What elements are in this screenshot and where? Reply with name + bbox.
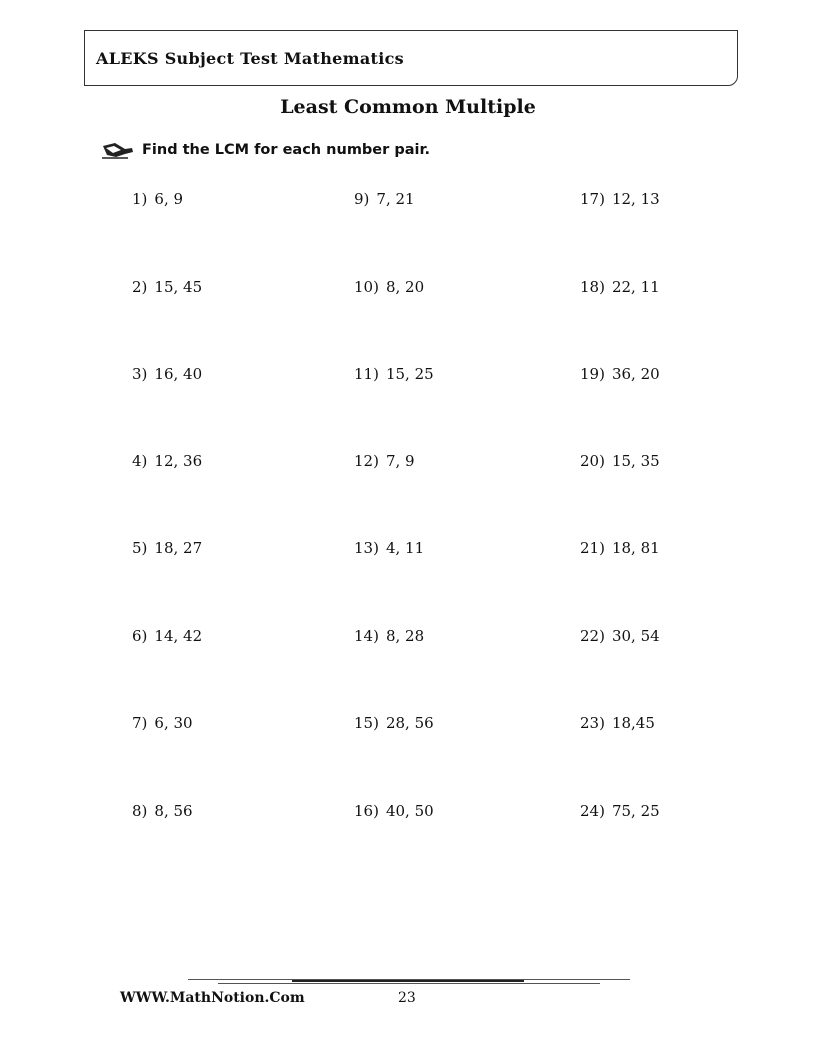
problem-item — [354, 190, 415, 208]
number-pair: 7, 21 — [376, 190, 415, 208]
problem-number: 1) — [132, 190, 148, 208]
problem-number: 17) — [580, 190, 605, 208]
problem-item — [132, 278, 202, 296]
problem-item — [580, 452, 660, 470]
number-pair: 7, 9 — [385, 452, 415, 470]
problem-item — [354, 627, 424, 645]
problem-item — [580, 190, 660, 208]
number-pair: 22, 11 — [611, 278, 660, 296]
page-number: 23 — [398, 990, 416, 1006]
number-pair: 75, 25 — [611, 802, 660, 820]
number-pair: 8, 56 — [154, 802, 193, 820]
problem-item — [132, 627, 202, 645]
number-pair: 40, 50 — [385, 802, 434, 820]
footer-rule — [292, 980, 524, 982]
number-pair: 15, 25 — [385, 365, 434, 383]
problem-number: 15) — [354, 714, 379, 732]
problem-number: 13) — [354, 539, 379, 557]
problem-item — [354, 278, 424, 296]
problem-number: 6) — [132, 627, 148, 645]
page-title: Least Common Multiple — [280, 96, 536, 118]
number-pair: 12, 36 — [154, 452, 203, 470]
number-pair: 18, 27 — [154, 539, 203, 557]
problem-number: 22) — [580, 627, 605, 645]
number-pair: 30, 54 — [611, 627, 660, 645]
number-pair: 8, 20 — [385, 278, 425, 296]
footer-website: WWW.MathNotion.Com — [120, 990, 305, 1006]
pencil-hand-icon — [101, 140, 135, 160]
problem-item — [354, 452, 415, 470]
problem-number: 20) — [580, 452, 605, 470]
number-pair: 36, 20 — [611, 365, 660, 383]
problem-number: 3) — [132, 365, 148, 383]
problem-item — [580, 627, 660, 645]
instruction-text: Find the LCM for each number pair. — [142, 142, 431, 158]
problem-number: 18) — [580, 278, 605, 296]
problem-item — [354, 714, 434, 732]
problem-number: 4) — [132, 452, 148, 470]
problem-item — [132, 452, 202, 470]
number-pair: 8, 28 — [385, 627, 425, 645]
number-pair: 4, 11 — [385, 539, 425, 557]
problem-number: 24) — [580, 802, 605, 820]
problem-number: 5) — [132, 539, 148, 557]
problem-item — [132, 365, 202, 383]
problem-item — [354, 802, 434, 820]
problem-item — [580, 278, 660, 296]
problem-number: 10) — [354, 278, 379, 296]
problem-item — [580, 365, 660, 383]
problem-item — [354, 539, 424, 557]
problem-number: 2) — [132, 278, 148, 296]
number-pair: 6, 9 — [154, 190, 184, 208]
problem-item — [354, 365, 434, 383]
problem-number: 8) — [132, 802, 148, 820]
number-pair: 12, 13 — [611, 190, 660, 208]
number-pair: 14, 42 — [154, 627, 203, 645]
problem-item — [580, 802, 660, 820]
problem-number: 23) — [580, 714, 605, 732]
problem-grid — [132, 190, 692, 840]
number-pair: 18, 81 — [611, 539, 660, 557]
problem-number: 14) — [354, 627, 379, 645]
footer-rule — [218, 983, 600, 984]
problem-item — [580, 539, 660, 557]
number-pair: 16, 40 — [154, 365, 203, 383]
number-pair: 18,45 — [611, 714, 655, 732]
number-pair: 28, 56 — [385, 714, 434, 732]
problem-item — [580, 714, 655, 732]
header-title: ALEKS Subject Test Mathematics — [96, 49, 404, 68]
problem-number: 12) — [354, 452, 379, 470]
header-box — [84, 30, 738, 86]
problem-item — [132, 802, 193, 820]
number-pair: 6, 30 — [154, 714, 193, 732]
problem-item — [132, 190, 183, 208]
number-pair: 15, 45 — [154, 278, 203, 296]
instruction — [101, 140, 430, 160]
problem-item — [132, 714, 193, 732]
problem-item — [132, 539, 202, 557]
problem-number: 16) — [354, 802, 379, 820]
problem-number: 19) — [580, 365, 605, 383]
problem-number: 21) — [580, 539, 605, 557]
number-pair: 15, 35 — [611, 452, 660, 470]
problem-number: 9) — [354, 190, 370, 208]
problem-number: 7) — [132, 714, 148, 732]
problem-number: 11) — [354, 365, 379, 383]
